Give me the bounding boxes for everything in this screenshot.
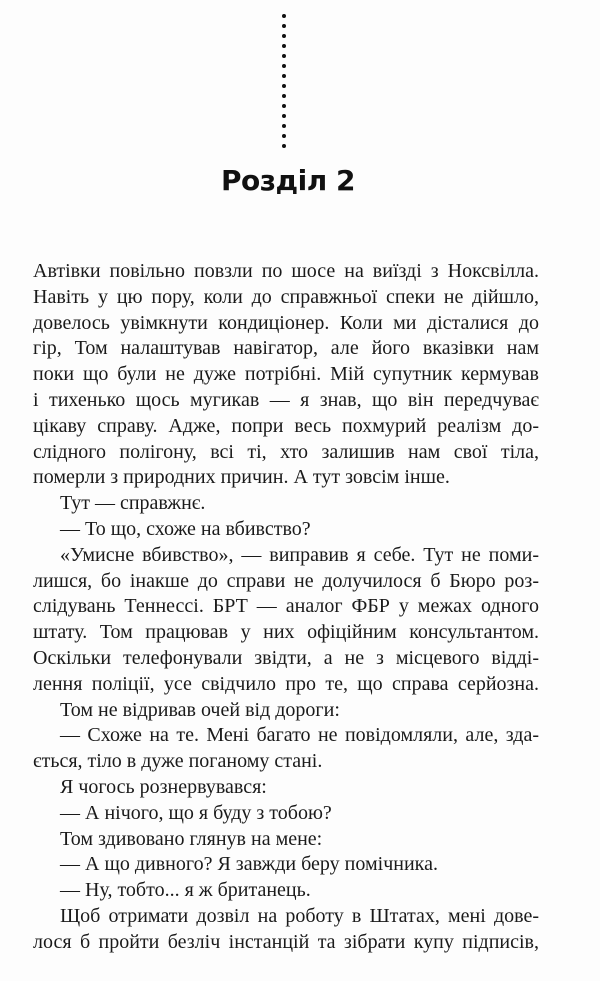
- text-line: Щоб отримати дозвіл на роботу в Штатах, мені дове-: [60, 904, 539, 927]
- text-line: — Схоже на те. Мені багато не повідомляли, але, зда-: [60, 724, 539, 747]
- ornament-dot: [282, 104, 286, 108]
- text-line: — А нічого, що я буду з тобою?: [60, 801, 332, 824]
- text-line: — А що дивного? Я завжди беру помічника.: [60, 853, 438, 876]
- chapter-body-text: [33, 259, 539, 956]
- ornament-dot: [282, 24, 286, 28]
- ornament-dot: [282, 74, 286, 78]
- text-line: Том здивовано глянув на мене:: [60, 827, 323, 850]
- text-line: слідного полігону, всі ті, хто залишив нам свої тіла,: [33, 440, 539, 463]
- text-line: Тут — справжнє.: [60, 492, 206, 515]
- text-line: і тихенько щось мугикав — я знав, що він передчуває: [33, 388, 539, 411]
- chapter-title: Розділ 2: [221, 164, 355, 197]
- ornament-dot: [282, 94, 286, 98]
- text-line: лення поліції, усе свідчило про те, що справа серйозна.: [33, 672, 539, 695]
- text-line: померли з природних причин. А тут зовсім інше.: [33, 466, 450, 489]
- text-line: Автівки повільно повзли по шосе на виїзді з Ноксвілла.: [33, 260, 539, 282]
- text-line: поки що були не дуже потрібні. Мій супутник кермував: [33, 363, 539, 386]
- text-line: гір, Том налаштував навігатор, але його вказівки нам: [33, 337, 539, 360]
- text-line: — То що, схоже на вбивство?: [60, 517, 311, 540]
- ornament-dot: [282, 114, 286, 118]
- ornament-dot: [282, 144, 286, 148]
- text-line: лося б пройти безліч інстанцій та зібрати купу підписів,: [33, 930, 539, 953]
- text-line: Я чогось рознервувався:: [60, 775, 267, 798]
- text-line: — Ну, тобто... я ж британець.: [60, 879, 311, 902]
- ornament-dot: [282, 44, 286, 48]
- text-line: Навіть у цю пору, коли до справжньої спеки не дійшло,: [33, 285, 539, 308]
- ornament-dot: [282, 124, 286, 128]
- text-line: Том не відривав очей від дороги:: [60, 698, 340, 721]
- text-line: «Умисне вбивство», — виправив я себе. Тут не поми-: [60, 543, 539, 566]
- text-line: Оскільки телефонували звідти, а не з місцевого відді-: [33, 646, 539, 669]
- text-line: ється, тіло в дуже поганому стані.: [33, 750, 323, 773]
- text-line: штату. Том працював у них офіційним консультантом.: [33, 621, 539, 644]
- text-line: цікаву справу. Адже, попри весь похмурий реалізм до-: [33, 414, 539, 437]
- ornament-dot: [282, 84, 286, 88]
- ornament-dot: [282, 14, 286, 18]
- text-line: довелось увімкнути кондиціонер. Коли ми дісталися до: [33, 311, 539, 334]
- ornament-dot: [282, 34, 286, 38]
- text-line: лишся, бо інакше до справи не долучилося б Бюро роз-: [33, 569, 539, 592]
- ornament-dot: [282, 64, 286, 68]
- ornament-dot: [282, 134, 286, 138]
- ornament-dot: [282, 54, 286, 58]
- text-line: слідувань Теннессі. БРТ — аналог ФБР у межах одного: [33, 595, 539, 618]
- chapter-ornament-dotted-line: [282, 14, 288, 154]
